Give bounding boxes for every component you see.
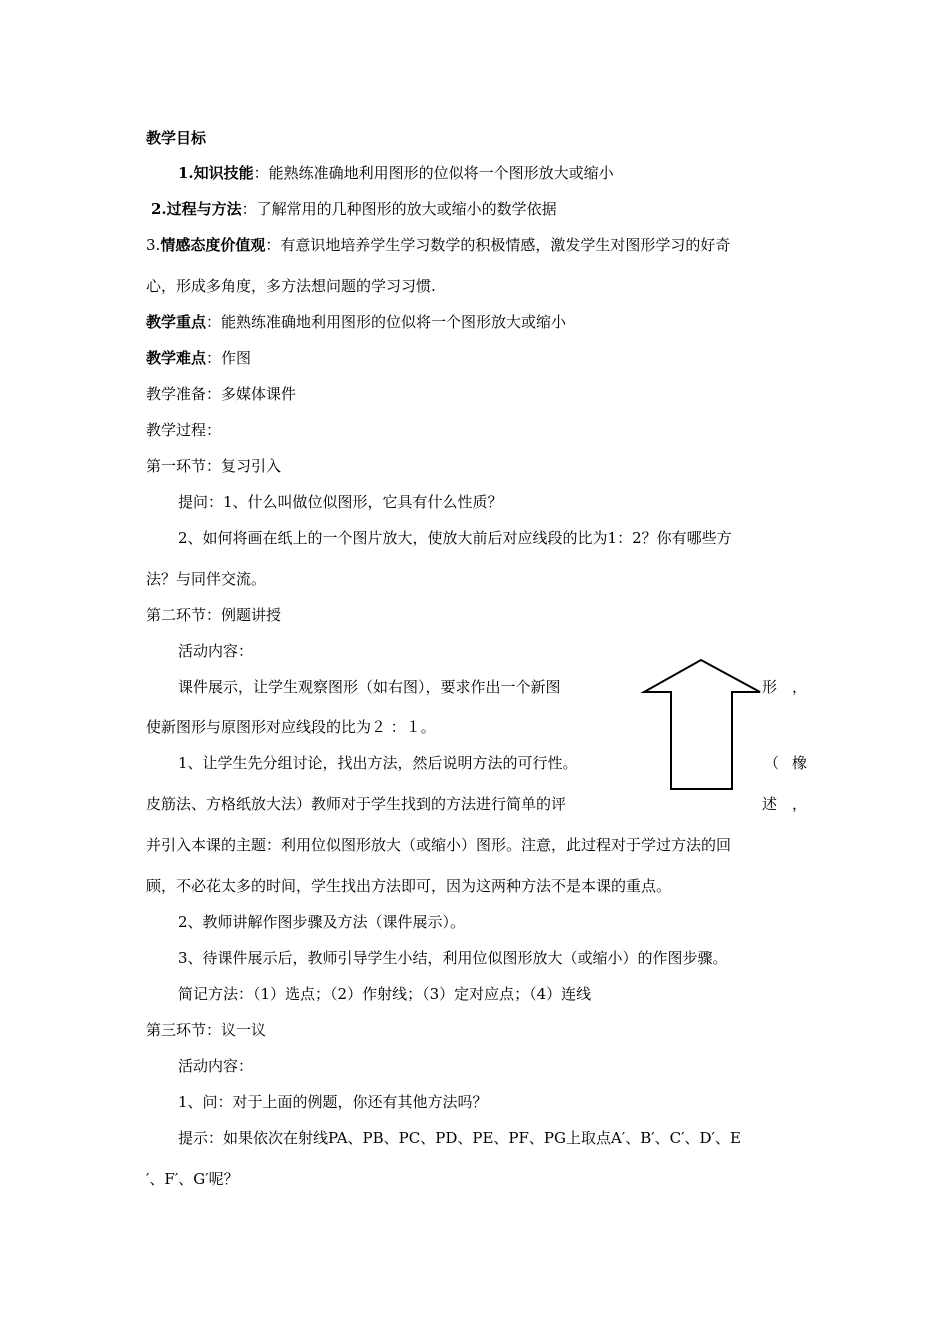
- teaching-focus-label: 教学重点: [146, 313, 207, 331]
- teaching-difficulty: [146, 348, 251, 368]
- section3-activity: 活动内容：: [178, 1057, 254, 1075]
- goal-attitude-cont: 心，形成多角度，多方法想问题的学习习惯.: [146, 277, 436, 295]
- section2-p5: 简记方法：（1）选点；（2）作射线；（3）定对应点；（4）连线: [178, 985, 592, 1003]
- section3-hint-a: 提示：如果依次在射线PA、PB、PC、PD、PE、PF、PG上取点A′、B′、C′、D′、E: [178, 1129, 741, 1147]
- goal-knowledge-text: ：能熟练准确地利用图形的位似将一个图形放大或缩小: [253, 164, 614, 182]
- teaching-prep: 教学准备：多媒体课件: [146, 385, 297, 403]
- section2-p2a: 1、让学生先分组讨论，找出方法，然后说明方法的可行性。: [178, 754, 578, 772]
- goal-attitude-label: 情感态度价值观: [160, 236, 266, 254]
- goal-knowledge-label: 1.知识技能: [178, 164, 254, 182]
- goal-attitude: [146, 235, 730, 255]
- section2-p3: 2、教师讲解作图步骤及方法（课件展示）。: [178, 913, 466, 931]
- section2-title: 第二环节：例题讲授: [146, 606, 282, 624]
- teaching-process: 教学过程：: [146, 421, 222, 439]
- section2-p4: 3、待课件展示后，教师引导学生小结，利用位似图形放大（或缩小）的作图步骤。: [178, 949, 728, 967]
- section1-title: 第一环节：复习引入: [146, 457, 282, 475]
- section1-q1: 提问：1、什么叫做位似图形，它具有什么性质？: [178, 493, 503, 511]
- goal-attitude-text: ：有意识地培养学生学习数学的积极情感，激发学生对图形学习的好奇: [265, 236, 731, 254]
- section2-p2b: 皮筋法、方格纸放大法）教师对于学生找到的方法进行简单的评: [146, 795, 567, 813]
- goal-process-label: 2.过程与方法: [151, 200, 242, 218]
- section2-p1b: 使新图形与原图形对应线段的比为２ ：１。: [146, 718, 436, 736]
- section2-p1a-tail1: 形: [762, 678, 778, 696]
- section2-p2d: 顾，不必花太多的时间，学生找出方法即可，因为这两种方法不是本课的重点。: [146, 877, 672, 895]
- teaching-focus: [146, 312, 566, 332]
- up-arrow-figure: [640, 658, 764, 792]
- section2-p1a-tail2: ，: [792, 678, 808, 696]
- goal-process-text: ：了解常用的几种图形的放大或缩小的数学依据: [241, 200, 557, 218]
- section3-q1: 1、问：对于上面的例题，你还有其他方法吗？: [178, 1093, 488, 1111]
- section2-p1a: 课件展示，让学生观察图形（如右图），要求作出一个新图: [178, 678, 561, 696]
- goal-knowledge: [178, 163, 614, 183]
- teaching-focus-text: ：能熟练准确地利用图形的位似将一个图形放大或缩小: [206, 313, 567, 331]
- section3-hint-b: ′、F′、G′呢？: [146, 1170, 239, 1188]
- section1-q2a: 2、如何将画在纸上的一个图片放大，使放大前后对应线段的比为1：2？你有哪些方: [178, 529, 732, 547]
- section3-title: 第三环节：议一议: [146, 1021, 267, 1039]
- goal-attitude-prefix: 3.: [146, 236, 161, 254]
- teaching-difficulty-text: ：作图: [206, 349, 252, 367]
- section2-p2c: 并引入本课的主题：利用位似图形放大（或缩小）图形。注意，此过程对于学过方法的回: [146, 836, 732, 854]
- arrow-shape: [644, 660, 760, 789]
- goal-process: [151, 199, 557, 219]
- heading-teaching-goals: 教学目标: [146, 129, 207, 147]
- section1-q2b: 法？与同伴交流。: [146, 570, 267, 588]
- section2-p2b-tail1: 述: [762, 795, 778, 813]
- section2-p2a-tail2: 橡: [792, 754, 808, 772]
- section2-activity: 活动内容：: [178, 642, 254, 660]
- section2-p2b-tail2: ，: [792, 795, 808, 813]
- section2-p2a-tail1: （: [764, 754, 780, 772]
- teaching-difficulty-label: 教学难点: [146, 349, 207, 367]
